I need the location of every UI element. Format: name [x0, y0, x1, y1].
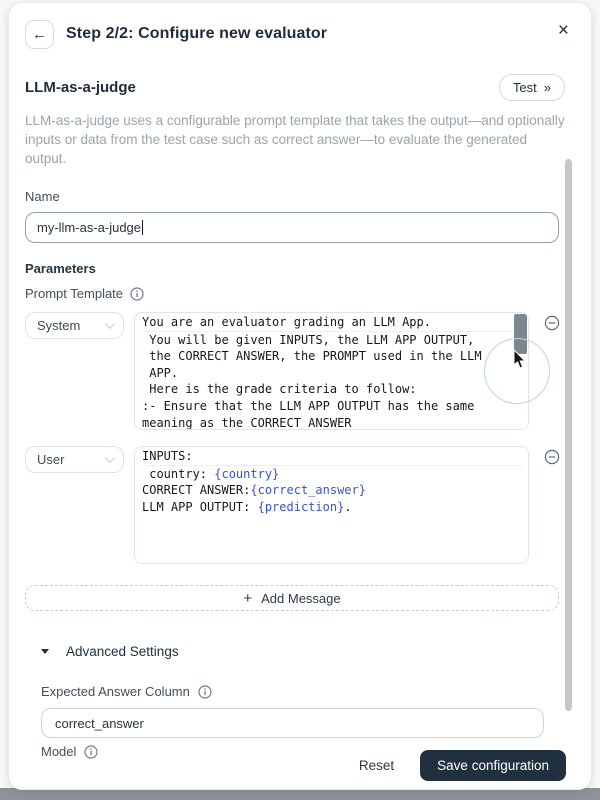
expected-answer-label: Expected Answer Column [41, 684, 190, 699]
prompt-code-line: LLM APP OUTPUT: {prediction}. [142, 499, 352, 514]
prompt-code-line: meaning as the CORRECT ANSWER [142, 415, 352, 430]
name-input[interactable] [25, 212, 559, 243]
add-message-button[interactable] [25, 585, 559, 611]
user-prompt-textarea[interactable] [134, 446, 529, 564]
dialog-header [25, 19, 575, 49]
chevron-down-icon [105, 319, 115, 329]
minus-circle-icon [544, 315, 560, 331]
textarea-scrollbar-thumb[interactable] [514, 314, 527, 354]
reset-button[interactable]: Reset [358, 758, 395, 773]
close-icon[interactable]: × [557, 20, 569, 41]
advanced-settings-toggle[interactable] [41, 644, 575, 659]
info-icon[interactable] [130, 287, 144, 301]
configure-evaluator-dialog [8, 2, 592, 790]
model-label: Model [41, 744, 77, 759]
test-button-label: Test [512, 80, 537, 95]
prompt-template-label-row [25, 286, 575, 301]
back-arrow-icon: ← [32, 25, 47, 43]
message-row-system [25, 312, 575, 430]
dialog-title: Step 2/2: Configure new evaluator [66, 25, 328, 42]
info-icon[interactable] [84, 745, 98, 759]
prompt-code-line: Here is the grade criteria to follow: [142, 382, 417, 397]
remove-message-button[interactable] [544, 449, 560, 465]
double-chevron-right-icon: » [543, 80, 551, 95]
prompt-code-line: You are an evaluator grading an LLM App. [142, 314, 522, 332]
prompt-code-line: country: {country} [142, 466, 280, 481]
name-input-value: my-llm-as-a-judge [37, 220, 142, 235]
prompt-code-line: APP. [142, 365, 179, 380]
evaluator-name: LLM-as-a-judge [25, 79, 136, 96]
back-button[interactable] [25, 20, 54, 49]
advanced-settings-section [41, 684, 575, 759]
plus-icon: + [243, 589, 253, 607]
prompt-code-line: CORRECT ANSWER:{correct_answer} [142, 483, 366, 498]
prompt-template-label: Prompt Template [25, 286, 124, 301]
prompt-code-line: the CORRECT ANSWER, the PROMPT used in the LLM [142, 349, 482, 364]
parameters-section-label: Parameters [25, 261, 96, 276]
evaluator-description: LLM-as-a-judge uses a configurable prompt template that takes the output—and optionally inputs or data from the test case such as correct answer—to evaluate the generated output. [25, 113, 565, 166]
system-prompt-textarea[interactable] [134, 312, 529, 430]
advanced-settings-label: Advanced Settings [66, 644, 179, 659]
name-label: Name [25, 189, 60, 204]
evaluator-heading-row [25, 74, 565, 101]
test-button[interactable] [499, 74, 565, 101]
expected-answer-input[interactable] [41, 708, 544, 738]
role-select-value: System [37, 318, 81, 333]
role-select-value: User [37, 452, 65, 467]
triangle-down-icon [41, 649, 49, 654]
chevron-down-icon [105, 453, 115, 463]
role-select-system[interactable] [25, 312, 124, 339]
save-configuration-button[interactable]: Save configuration [420, 750, 566, 781]
remove-message-button[interactable] [544, 315, 560, 331]
info-icon[interactable] [198, 685, 212, 699]
minus-circle-icon [544, 449, 560, 465]
role-select-user[interactable] [25, 446, 124, 473]
text-caret [142, 220, 143, 235]
prompt-code-line: You will be given INPUTS, the LLM APP OUTPUT, [142, 332, 475, 347]
expected-answer-label-row [41, 684, 575, 699]
dialog-footer [359, 750, 566, 781]
dialog-scrollbar-thumb[interactable] [565, 159, 572, 711]
message-row-user [25, 446, 575, 564]
add-message-label: Add Message [261, 590, 341, 606]
prompt-code-line: :- Ensure that the LLM APP OUTPUT has the same [142, 398, 475, 413]
prompt-code-line: INPUTS: [142, 448, 522, 466]
